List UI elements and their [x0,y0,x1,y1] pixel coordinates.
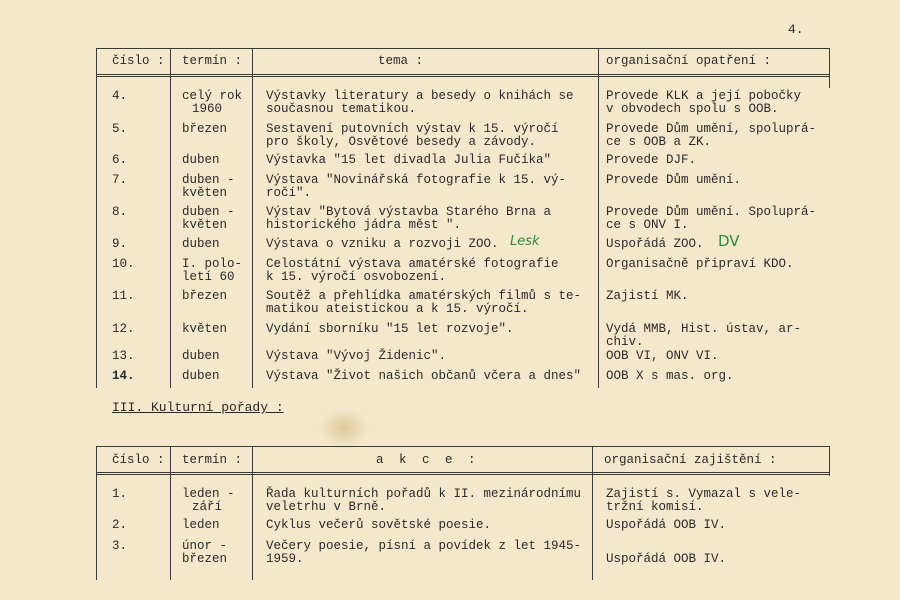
table-row-term: letí 60 [182,270,235,284]
page-number: 4. [788,22,804,37]
table-row-number: 14. [112,369,135,383]
table-row-term: 1960 [192,102,223,116]
table-row-term: celý rok [182,89,243,103]
table-row-term: duben - [182,173,235,187]
table-row-org: Zajistí s. Vymazal s vele- [606,487,802,501]
table-row-org: ce s OOB a ZK. [606,135,712,149]
table-row-org: Uspořádá ZOO. [606,237,704,251]
table-row-theme: pro školy, Osvětové besedy a závody. [266,135,537,149]
table-row-number: 12. [112,322,135,336]
table-row-term: duben - [182,205,235,219]
table-row-org: tržní komisí. [606,500,704,514]
table-row-org: OOB VI, ONV VI. [606,349,719,363]
table-2-header-action: a k c e : [376,453,480,467]
table-row-term: I. polo- [182,257,243,271]
table-row-number: 7. [112,173,128,187]
table-row-org: ce s ONV I. [606,218,689,232]
table-row-number: 2. [112,518,128,532]
table-row-theme: Sestavení putovních výstav k 15. výročí [266,122,559,136]
table-row-theme: Výstava "Život našich občanů včera a dnes" [266,369,582,383]
table-row-term: leden [182,518,220,532]
table-row-theme: 1959. [266,552,304,566]
table-row-theme: Večery poesie, písní a povídek z let 1945- [266,539,582,553]
table-row-term: březen [182,122,228,136]
table-row-theme: ročí". [266,186,312,200]
table-2-header-org: organisační zajištění : [604,453,777,467]
table-row-number: 9. [112,237,128,251]
table-row-number: 11. [112,289,135,303]
table-row-number: 5. [112,122,128,136]
table-row-org: chiv. [606,335,644,349]
table-row-org: Uspořádá OOB IV. [606,518,727,532]
table-row-theme: současnou tematikou. [266,102,417,116]
table-row-term: duben [182,153,220,167]
table-row-term: květen [182,218,228,232]
table-row-theme: Vydání sborníku "15 let rozvoje". [266,322,514,336]
table-row-term: duben [182,349,220,363]
table-row-theme: k 15. výročí osvobození. [266,270,447,284]
table-row-term: únor - [182,539,228,553]
table-row-theme: Soutěž a přehlídka amatérských filmů s te- [266,289,582,303]
table-row-number: 6. [112,153,128,167]
table-1-header-term: termín : [182,54,243,68]
table-row-theme: veletrhu v Brně. [266,500,387,514]
table-row-org: Organisačně připraví KDO. [606,257,794,271]
table-row-theme: matikou ateistickou a k 15. výročí. [266,302,529,316]
table-row-number: 4. [112,89,128,103]
table-2-header-number: číslo : [112,453,165,467]
table-row-org: Provede KLK a její pobočky [606,89,802,103]
table-row-term: květen [182,322,228,336]
paper-stain [318,408,370,448]
table-row-theme: Výstava "Vývoj Židenic". [266,349,447,363]
handwritten-initials: DV [718,232,740,250]
table-2-header-term: termín : [182,453,243,467]
table-row-theme: Výstava "Novinářská fotografie k 15. vý- [266,173,567,187]
table-row-org: Vydá MMB, Hist. ústav, ar- [606,322,802,336]
table-row-term: duben [182,369,220,383]
table-row-theme: Výstavky literatury a besedy o knihách se [266,89,574,103]
table-row-term: leden - [182,487,235,501]
table-row-term: březen [182,289,228,303]
table-1-header-org: organisační opatření : [606,54,772,68]
table-row-term: duben [182,237,220,251]
table-row-org: OOB X s mas. org. [606,369,734,383]
table-row-theme: Řada kulturních pořadů k II. mezinárodnímu [266,487,582,501]
handwritten-note: Lesk [510,234,540,249]
table-1-header-theme: tema : [378,54,424,68]
table-row-number: 3. [112,539,128,553]
table-row-org: Uspořádá OOB IV. [606,552,727,566]
table-row-org: Provede Dům umění, spoluprá- [606,122,817,136]
table-row-theme: Výstavka "15 let divadla Julia Fučíka" [266,153,552,167]
table-row-org: Provede Dům umění. [606,173,742,187]
table-row-term: květen [182,186,228,200]
table-row-number: 8. [112,205,128,219]
table-row-org: v obvodech spolu s OOB. [606,102,779,116]
table-row-number: 13. [112,349,135,363]
table-1-header-number: číslo : [112,54,165,68]
table-row-theme: Cyklus večerů sovětské poesie. [266,518,492,532]
table-row-number: 1. [112,487,128,501]
table-row-org: Provede Dům umění. Spoluprá- [606,205,817,219]
table-row-org: Provede DJF. [606,153,697,167]
table-row-number: 10. [112,257,135,271]
table-row-theme: historického jádra měst ". [266,218,462,232]
table-row-org: Zajistí MK. [606,289,689,303]
table-row-term: březen [182,552,228,566]
table-row-theme: Výstava o vzniku a rozvoji ZOO. [266,237,499,251]
table-row-theme: Výstav "Bytová výstavba Starého Brna a [266,205,552,219]
table-row-term: září [192,500,223,514]
section-heading: III. Kulturní pořady : [112,400,284,415]
table-row-theme: Celostátní výstava amatérské fotografie [266,257,559,271]
